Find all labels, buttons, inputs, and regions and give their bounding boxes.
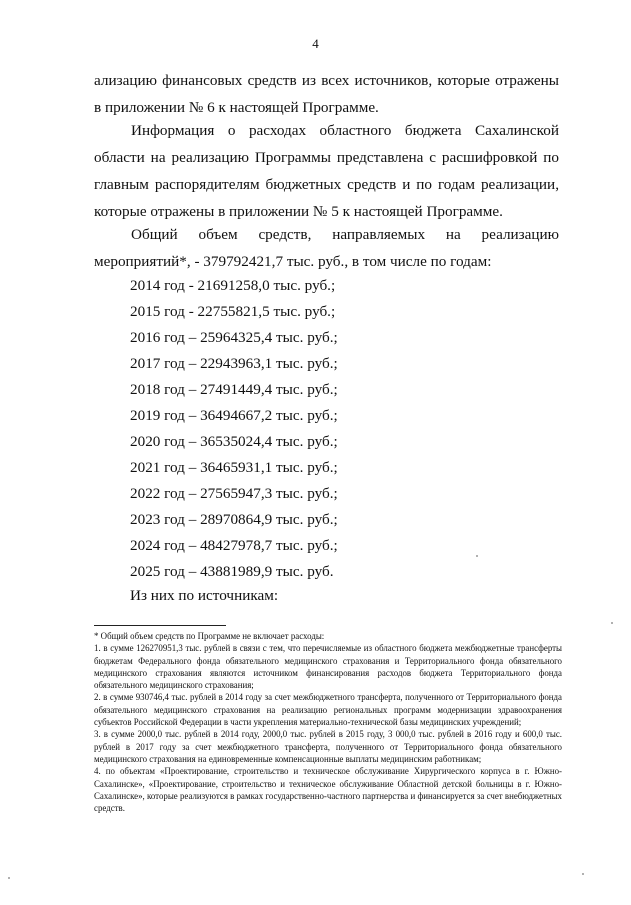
footnote-item: 4. по объектам «Проектирование, строительство и техническое обслуживание Хирургического корпуса в г. Южно-Сахалинске», «Проектирование, строительство и техническое обслуживание Областной детской больницы в г. Южно-Сахалинске», которые реализуются в рамках государственно-частного партнерства и финансируется за счет внебюджетных средств. (94, 766, 562, 814)
scan-speck (582, 873, 584, 875)
scan-speck (476, 555, 478, 557)
year-item: 2025 год – 43881989,9 тыс. руб. (130, 563, 334, 580)
year-item: 2023 год – 28970864,9 тыс. руб.; (130, 511, 338, 528)
footnote-item: 2. в сумме 930746,4 тыс. рублей в 2014 году за счет межбюджетного трансферта, полученного от Территориального фонда обязательного медицинского страхования на реализацию региональных программ модернизации здравоохранения субъектов Российской Федерации в части укрепления материально-технической базы медицинских учреждений; (94, 692, 562, 728)
year-item: 2015 год - 22755821,5 тыс. руб.; (130, 303, 336, 320)
paragraph-text: Информация о расходах областного бюджета Сахалинской области на реализацию Программы представлена с расшифровкой по главным распорядителям бюджетных средств и по годам реализации, которые отражены в приложении № 5 к настоящей Программе. (94, 122, 559, 220)
sources-heading: Из них по источникам: (130, 587, 279, 604)
year-item: 2019 год – 36494667,2 тыс. руб.; (130, 407, 338, 424)
page-number: 4 (312, 36, 319, 51)
year-item: 2020 год – 36535024,4 тыс. руб.; (130, 433, 338, 450)
year-item: 2022 год – 27565947,3 тыс. руб.; (130, 485, 338, 502)
paragraph-text: ализацию финансовых средств из всех источников, которые отражены в приложении № 6 к настоящей Программе. (94, 72, 559, 116)
year-item: 2014 год - 21691258,0 тыс. руб.; (130, 277, 336, 294)
year-item: 2018 год – 27491449,4 тыс. руб.; (130, 381, 338, 398)
year-item: 2016 год – 25964325,4 тыс. руб.; (130, 329, 338, 346)
year-item: 2021 год – 36465931,1 тыс. руб.; (130, 459, 338, 476)
footnote-item: 3. в сумме 2000,0 тыс. рублей в 2014 году, 2000,0 тыс. рублей в 2015 году, 3 000,0 тыс. рублей в 2016 году и 600,0 тыс. рублей в 2017 году за счет межбюджетного трансферта, полученного от Территориального фонда обязательного медицинского страхования на единовременные компенсационные выплаты медицинским работникам; (94, 729, 562, 764)
yearly-funding-list (130, 273, 338, 585)
paragraph-text: Общий объем средств, направляемых на реализацию мероприятий*, - 379792421,7 тыс. руб., в том числе по годам: (94, 226, 559, 270)
paragraph-funding-sources (94, 67, 559, 121)
footnotes (94, 630, 562, 814)
footnote-divider (94, 625, 226, 626)
footnote-item: 1. в сумме 126270951,3 тыс. рублей в связи с тем, что перечисляемые из областного бюджета межбюджетные трансферты бюджетам Федерального фонда обязательного медицинского страхования и Территориального фонда обязательного медицинского страхования являются источником финансирования расходов бюджета Территориального фонда обязательного медицинского страхования; (94, 643, 562, 691)
footnote-item: * Общий объем средств по Программе не включает расходы: (94, 631, 325, 641)
scan-speck (8, 877, 10, 879)
year-item: 2024 год – 48427978,7 тыс. руб.; (130, 537, 338, 554)
scan-speck (611, 622, 613, 624)
year-item: 2017 год – 22943963,1 тыс. руб.; (130, 355, 338, 372)
paragraph-total-volume (94, 221, 559, 275)
paragraph-budget-info (94, 117, 559, 225)
